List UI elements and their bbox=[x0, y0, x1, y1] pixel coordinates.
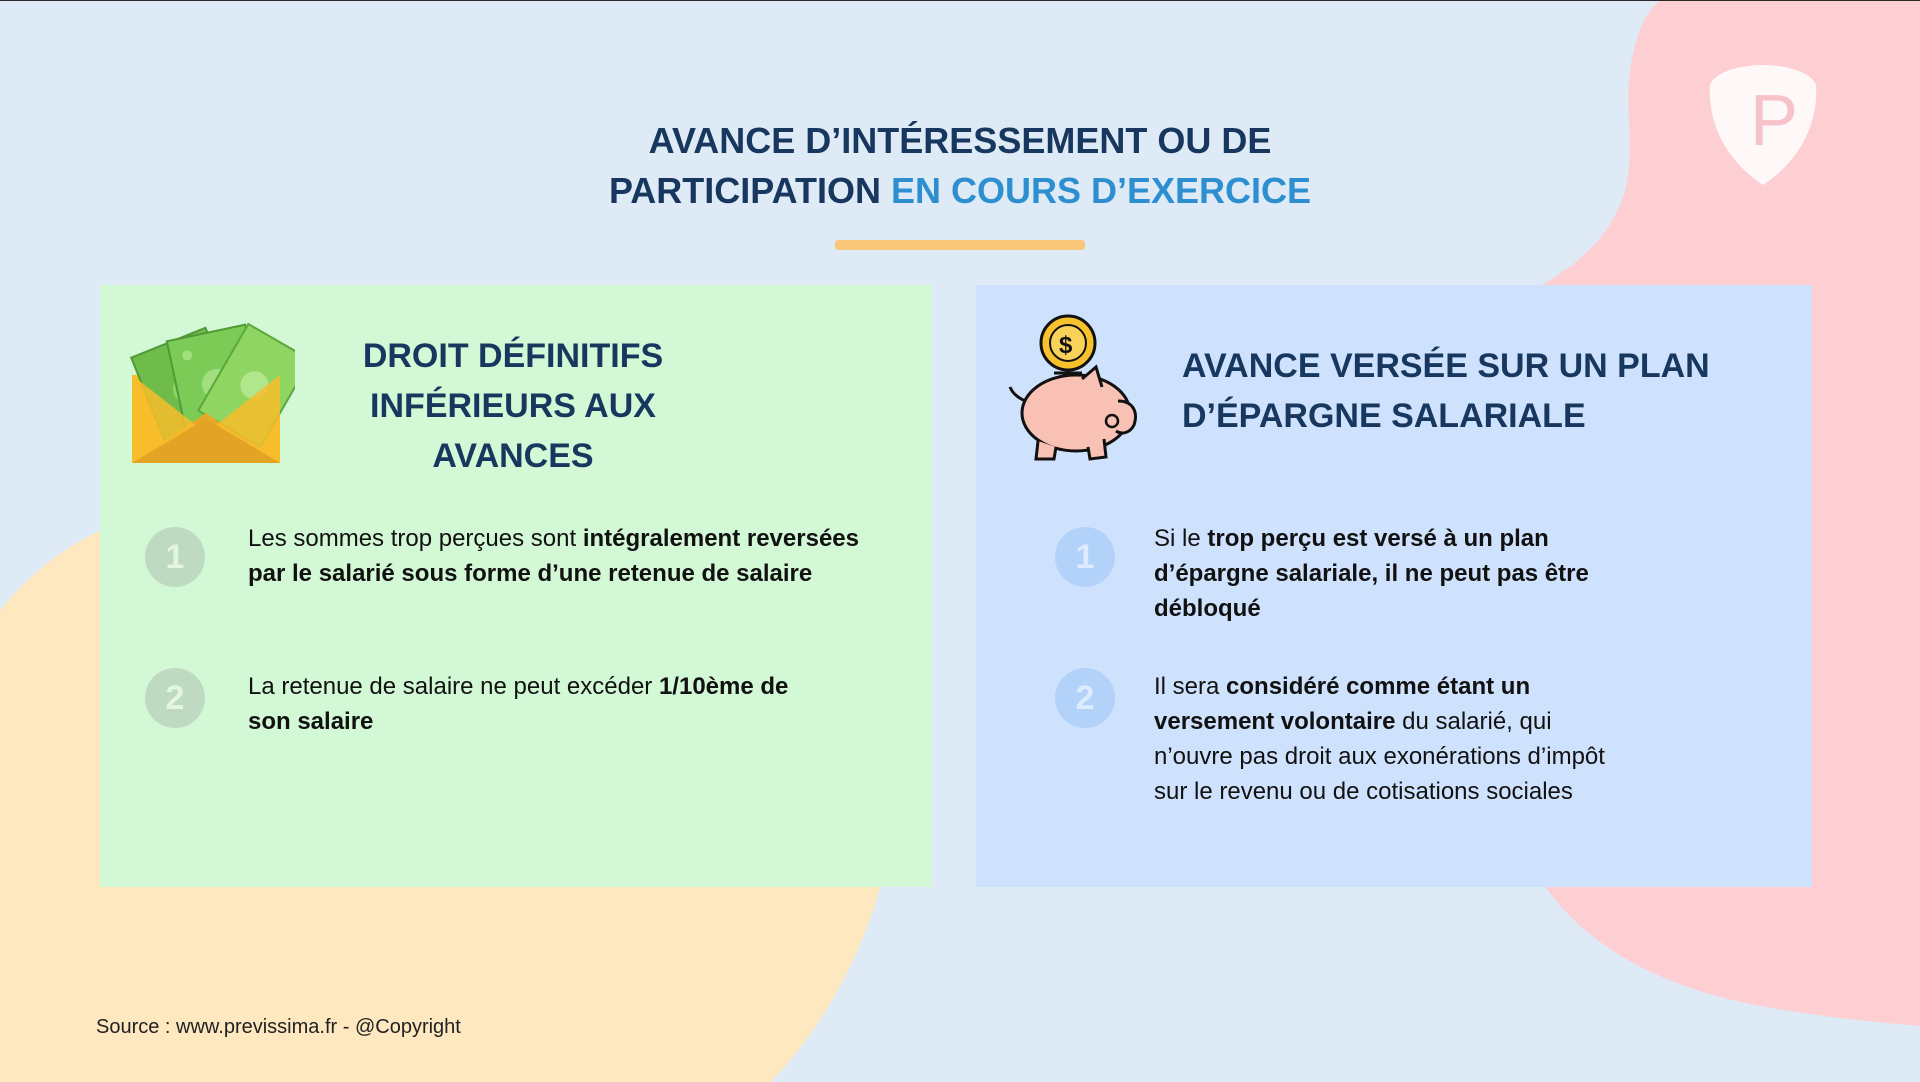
title-line-1: AVANCE D’INTÉRESSEMENT OU DE bbox=[648, 120, 1272, 161]
text-span: du salarié, qui n’ouvre pas droit aux exonérations d’impôt sur le revenu ou de cotisations sociales bbox=[1154, 708, 1605, 805]
title-line-2-accent: EN COURS D’EXERCICE bbox=[890, 170, 1312, 211]
text-span: Les sommes trop perçues sont bbox=[248, 525, 583, 552]
list-item-text bbox=[248, 669, 808, 739]
title-line-2 bbox=[0, 166, 1920, 216]
card-title-line-1: AVANCE VERSÉE SUR UN PLAN bbox=[1182, 347, 1710, 385]
list-item-text bbox=[248, 521, 888, 591]
card-savings-plan-advance bbox=[976, 285, 1812, 887]
card-title bbox=[300, 331, 726, 481]
text-span: Il sera bbox=[1154, 673, 1227, 700]
logo-letter: P bbox=[1750, 81, 1799, 161]
item-number-badge: 1 bbox=[1055, 527, 1115, 587]
card-definitive-rights bbox=[100, 285, 932, 887]
piggy-bank-icon bbox=[1006, 313, 1146, 463]
svg-text:$: $ bbox=[1059, 332, 1073, 359]
item-number-badge: 2 bbox=[1055, 668, 1115, 728]
title-line-2-main: PARTICIPATION bbox=[608, 170, 891, 211]
money-envelope-icon bbox=[130, 315, 295, 465]
text-span-bold: intégralement reversées par le salarié sous forme d’une retenue de salaire bbox=[248, 525, 859, 587]
text-span: La retenue de salaire ne peut excéder bbox=[248, 673, 659, 700]
source-footer: Source : www.previssima.fr - @Copyright bbox=[96, 1016, 461, 1038]
card-title bbox=[1182, 341, 1742, 441]
item-number-badge: 2 bbox=[145, 668, 205, 728]
item-number-badge: 1 bbox=[145, 527, 205, 587]
card-title-line-1: DROIT DÉFINITIFS bbox=[362, 337, 664, 375]
text-span-bold: trop perçu est versé à un plan d’épargne salariale, il ne peut pas être débloqué bbox=[1154, 525, 1589, 622]
card-title-line-2: INFÉRIEURS AUX bbox=[370, 387, 656, 425]
card-title-line-3: AVANCES bbox=[432, 437, 594, 475]
title-underline bbox=[835, 240, 1085, 250]
text-span-bold: 1/10ème de son salaire bbox=[248, 673, 789, 735]
previssima-shield-logo-icon bbox=[1708, 63, 1818, 187]
page-title bbox=[0, 116, 1920, 216]
text-span-bold: considéré comme étant un versement volontaire bbox=[1154, 673, 1531, 735]
text-span: Si le bbox=[1154, 525, 1208, 552]
list-item-text bbox=[1154, 521, 1634, 626]
list-item-text bbox=[1154, 669, 1634, 809]
card-title-line-2: D’ÉPARGNE SALARIALE bbox=[1182, 397, 1586, 435]
